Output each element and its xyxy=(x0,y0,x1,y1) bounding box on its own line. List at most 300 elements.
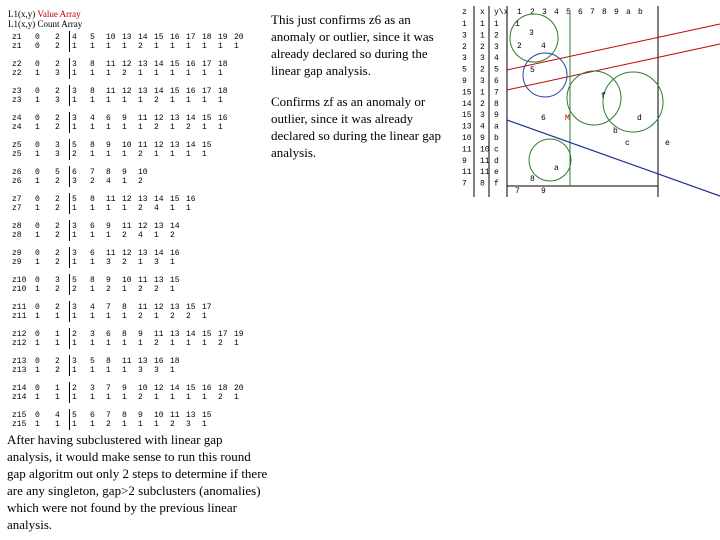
value-cell: 12 xyxy=(122,249,132,258)
z-value: 14 xyxy=(462,99,472,109)
count-cell: 1 xyxy=(122,312,127,321)
x-value: 1 xyxy=(480,20,485,29)
count-cell: 1 xyxy=(122,285,127,294)
value-cell: 8 xyxy=(106,357,111,366)
count-cell: 1 xyxy=(138,123,143,132)
x-tick-label: 1 xyxy=(517,8,522,17)
value-cell: 14 xyxy=(170,384,180,393)
value-cell: 0 xyxy=(35,276,40,285)
value-cell: 13 xyxy=(138,87,148,96)
count-cell: 1 xyxy=(55,393,60,402)
value-cell: 18 xyxy=(218,60,228,69)
count-cell: 1 xyxy=(90,420,95,429)
count-cell: 1 xyxy=(170,204,175,213)
value-cell: 10 xyxy=(154,411,164,420)
value-cell: 5 xyxy=(90,357,95,366)
value-cell: 8 xyxy=(106,168,111,177)
count-cell: 2 xyxy=(55,204,60,213)
count-cell: 1 xyxy=(218,96,223,105)
count-cell: 1 xyxy=(106,204,111,213)
value-row-label: z3 xyxy=(12,87,22,96)
count-cell: 1 xyxy=(106,312,111,321)
count-cell: 1 xyxy=(170,69,175,78)
z-value: 15 xyxy=(462,88,472,98)
value-cell: 19 xyxy=(234,330,244,339)
count-cell: 3 xyxy=(55,96,60,105)
value-cell: 0 xyxy=(35,60,40,69)
count-row-label: z8 xyxy=(12,231,22,240)
count-cell: 2 xyxy=(170,231,175,240)
value-cell: 8 xyxy=(90,276,95,285)
value-cell: 1 xyxy=(55,384,60,393)
count-cell: 1 xyxy=(122,204,127,213)
count-cell: 1 xyxy=(90,231,95,240)
count-cell: 1 xyxy=(90,393,95,402)
value-cell: 7 xyxy=(106,411,111,420)
value-cell: 0 xyxy=(35,249,40,258)
count-cell: 1 xyxy=(234,393,239,402)
count-cell: 2 xyxy=(138,42,143,51)
value-cell: 11 xyxy=(138,114,148,123)
value-cell: 13 xyxy=(170,330,180,339)
count-cell: 2 xyxy=(154,339,159,348)
count-cell: 1 xyxy=(35,204,40,213)
value-row-label: z8 xyxy=(12,222,22,231)
value-cell: 15 xyxy=(186,384,196,393)
count-cell: 2 xyxy=(138,150,143,159)
value-cell: 10 xyxy=(122,141,132,150)
count-cell: 3 xyxy=(72,177,77,186)
count-cell: 1 xyxy=(106,393,111,402)
count-cell: 3 xyxy=(55,69,60,78)
value-cell: 13 xyxy=(138,60,148,69)
count-cell: 1 xyxy=(154,312,159,321)
value-cell: 5 xyxy=(72,276,77,285)
count-cell: 2 xyxy=(122,69,127,78)
y-value: 7 xyxy=(494,88,499,98)
x-tick-label: b xyxy=(638,8,643,17)
x-tick-label: 9 xyxy=(614,8,619,17)
count-cell: 1 xyxy=(138,69,143,78)
y-value: 6 xyxy=(494,77,499,86)
count-cell: 0 xyxy=(35,42,40,51)
count-cell: 1 xyxy=(218,123,223,132)
count-cell: 1 xyxy=(202,420,207,429)
x-value: 4 xyxy=(480,122,485,132)
value-cell: 13 xyxy=(154,222,164,231)
value-cell: 17 xyxy=(218,330,228,339)
x-value: 2 xyxy=(480,99,485,109)
value-cell: 3 xyxy=(72,87,77,96)
plot-point-label: f xyxy=(601,92,606,101)
value-cell: 13 xyxy=(170,303,180,312)
y-value: 8 xyxy=(494,99,499,109)
z-value: 15 xyxy=(462,111,472,121)
count-cell: 2 xyxy=(138,204,143,213)
count-cell: 1 xyxy=(106,366,111,375)
value-cell: 11 xyxy=(138,303,148,312)
value-cell: 2 xyxy=(55,87,60,96)
value-cell: 9 xyxy=(106,141,111,150)
value-row-label: z12 xyxy=(12,330,27,339)
value-cell: 15 xyxy=(202,411,212,420)
value-cell: 2 xyxy=(55,33,60,42)
count-cell: 1 xyxy=(72,366,77,375)
count-row-label: z7 xyxy=(12,204,22,213)
value-cell: 16 xyxy=(202,384,212,393)
count-cell: 1 xyxy=(122,339,127,348)
value-cell: 3 xyxy=(90,384,95,393)
count-row-label: z5 xyxy=(12,150,22,159)
x-value: 2 xyxy=(480,42,485,52)
count-cell: 1 xyxy=(170,150,175,159)
value-cell: 14 xyxy=(154,87,164,96)
value-cell: 6 xyxy=(106,330,111,339)
circle-bottom xyxy=(529,139,571,181)
count-cell: 1 xyxy=(106,150,111,159)
count-cell: 1 xyxy=(122,150,127,159)
plot-point-label: M xyxy=(565,114,570,123)
count-cell: 1 xyxy=(218,42,223,51)
value-cell: 10 xyxy=(122,276,132,285)
x-value: 1 xyxy=(480,88,485,98)
value-cell: 15 xyxy=(202,114,212,123)
value-cell: 14 xyxy=(138,33,148,42)
count-cell: 3 xyxy=(186,420,191,429)
plot-point-label: d xyxy=(637,114,642,123)
value-cell: 9 xyxy=(138,330,143,339)
value-cell: 3 xyxy=(55,276,60,285)
count-cell: 2 xyxy=(55,258,60,267)
count-cell: 1 xyxy=(202,42,207,51)
value-cell: 4 xyxy=(55,411,60,420)
value-cell: 17 xyxy=(202,87,212,96)
value-cell: 15 xyxy=(186,303,196,312)
y-value: 1 xyxy=(494,20,499,29)
count-row-label: z11 xyxy=(12,312,27,321)
count-cell: 1 xyxy=(122,393,127,402)
count-row-label: z6 xyxy=(12,177,22,186)
count-cell: 1 xyxy=(72,339,77,348)
count-cell: 1 xyxy=(122,96,127,105)
count-cell: 1 xyxy=(90,96,95,105)
x-value: 11 xyxy=(480,168,490,178)
y-value: 5 xyxy=(494,65,499,75)
count-cell: 1 xyxy=(35,285,40,294)
count-cell: 1 xyxy=(55,420,60,429)
value-cell: 16 xyxy=(154,357,164,366)
value-cell: 9 xyxy=(122,114,127,123)
plot-point-label: 7 xyxy=(515,187,520,196)
count-cell: 1 xyxy=(72,420,77,429)
value-row-label: z11 xyxy=(12,303,27,312)
value-row-label: z10 xyxy=(12,276,27,285)
plot-point-label: 5 xyxy=(530,66,535,75)
value-cell: 13 xyxy=(170,141,180,150)
value-cell: 6 xyxy=(106,114,111,123)
count-cell: 1 xyxy=(186,204,191,213)
count-cell: 2 xyxy=(138,312,143,321)
count-cell: 4 xyxy=(106,177,111,186)
count-cell: 2 xyxy=(55,177,60,186)
value-cell: 13 xyxy=(170,114,180,123)
value-cell: 3 xyxy=(90,330,95,339)
count-cell: 1 xyxy=(72,96,77,105)
plot-point-label: a xyxy=(554,164,559,173)
count-cell: 2 xyxy=(122,258,127,267)
count-cell: 2 xyxy=(55,123,60,132)
x-tick-label: 6 xyxy=(578,8,583,17)
x-value: 3 xyxy=(480,77,485,86)
plot-point-label: 9 xyxy=(541,187,546,196)
value-cell: 11 xyxy=(106,87,116,96)
count-cell: 1 xyxy=(90,69,95,78)
value-cell: 15 xyxy=(170,60,180,69)
value-cell: 11 xyxy=(106,249,116,258)
value-cell: 4 xyxy=(90,114,95,123)
value-cell: 9 xyxy=(106,276,111,285)
count-cell: 1 xyxy=(90,258,95,267)
y-value: b xyxy=(494,134,499,143)
count-cell: 1 xyxy=(122,420,127,429)
count-cell: 2 xyxy=(154,123,159,132)
value-row-label: z7 xyxy=(12,195,22,204)
count-cell: 2 xyxy=(154,96,159,105)
value-cell: 2 xyxy=(55,60,60,69)
count-row-label: z13 xyxy=(12,366,27,375)
value-cell: 14 xyxy=(186,114,196,123)
z-value: 7 xyxy=(462,179,467,189)
value-cell: 2 xyxy=(55,114,60,123)
value-cell: 4 xyxy=(72,33,77,42)
count-cell: 4 xyxy=(154,204,159,213)
x-value: 10 xyxy=(480,145,490,155)
value-cell: 0 xyxy=(35,357,40,366)
count-cell: 1 xyxy=(170,258,175,267)
value-cell: 2 xyxy=(55,249,60,258)
note-zf-anomaly: Confirms zf as an anomaly or outlier, since it was already declared so during the linear gap analysis. xyxy=(271,94,442,160)
count-cell: 1 xyxy=(218,69,223,78)
value-row-label: z1 xyxy=(12,33,22,42)
value-cell: 18 xyxy=(218,384,228,393)
count-cell: 1 xyxy=(72,42,77,51)
value-cell: 9 xyxy=(106,222,111,231)
plot-point-label: 8 xyxy=(530,175,535,184)
count-row-label: z4 xyxy=(12,123,22,132)
count-cell: 1 xyxy=(154,69,159,78)
z-value: 3 xyxy=(462,54,467,64)
count-row-label: z1 xyxy=(12,42,22,51)
value-row-label: z14 xyxy=(12,384,27,393)
count-row-label: z12 xyxy=(12,339,27,348)
x-value: 11 xyxy=(480,156,490,166)
z-value: 11 xyxy=(462,168,472,178)
value-row-label: z6 xyxy=(12,168,22,177)
value-cell: 19 xyxy=(218,33,228,42)
note-round-gap: After having subclustered with linear gap analysis, it would make sense to run this round gap algoritm out only 2 steps to determine if there are any singleton, gap>2 subclusters (anomalies) which were not found by the previous linear analysis. xyxy=(7,432,268,532)
value-cell: 14 xyxy=(154,249,164,258)
count-cell: 1 xyxy=(154,231,159,240)
count-cell: 1 xyxy=(170,366,175,375)
count-cell: 1 xyxy=(122,123,127,132)
value-array-prefix: L1(x,y) xyxy=(8,9,38,19)
value-cell: 11 xyxy=(122,222,132,231)
value-cell: 7 xyxy=(90,168,95,177)
value-cell: 11 xyxy=(154,330,164,339)
count-cell: 1 xyxy=(35,366,40,375)
count-cell: 1 xyxy=(202,393,207,402)
value-cell: 17 xyxy=(202,60,212,69)
value-cell: 6 xyxy=(72,168,77,177)
count-cell: 1 xyxy=(35,69,40,78)
circle-right xyxy=(603,72,663,132)
value-cell: 6 xyxy=(90,249,95,258)
count-cell: 1 xyxy=(35,312,40,321)
value-row-label: z13 xyxy=(12,357,27,366)
count-cell: 1 xyxy=(90,123,95,132)
count-cell: 1 xyxy=(154,150,159,159)
value-cell: 8 xyxy=(90,141,95,150)
count-cell: 1 xyxy=(154,393,159,402)
count-row-label: z15 xyxy=(12,420,27,429)
count-cell: 2 xyxy=(138,177,143,186)
count-cell: 1 xyxy=(138,420,143,429)
count-cell: 1 xyxy=(35,123,40,132)
count-cell: 1 xyxy=(90,312,95,321)
count-cell: 1 xyxy=(35,393,40,402)
x-tick-label: 3 xyxy=(542,8,547,17)
value-cell: 14 xyxy=(186,141,196,150)
value-cell: 12 xyxy=(122,87,132,96)
value-cell: 18 xyxy=(218,87,228,96)
count-cell: 1 xyxy=(154,420,159,429)
count-cell: 1 xyxy=(170,96,175,105)
x-tick-label: 5 xyxy=(566,8,571,17)
x-value: 9 xyxy=(480,134,485,143)
value-cell: 0 xyxy=(35,87,40,96)
value-cell: 10 xyxy=(138,168,148,177)
count-row-label: z2 xyxy=(12,69,22,78)
value-cell: 2 xyxy=(55,303,60,312)
value-row-label: z9 xyxy=(12,249,22,258)
count-cell: 1 xyxy=(234,339,239,348)
plot-point-label: 4 xyxy=(541,42,546,51)
count-cell: 2 xyxy=(154,285,159,294)
value-cell: 18 xyxy=(202,33,212,42)
value-cell: 1 xyxy=(55,330,60,339)
count-cell: 1 xyxy=(186,69,191,78)
count-row-label: z9 xyxy=(12,258,22,267)
count-cell: 1 xyxy=(72,231,77,240)
value-cell: 3 xyxy=(72,114,77,123)
count-cell: 1 xyxy=(170,42,175,51)
count-cell: 4 xyxy=(138,231,143,240)
count-cell: 1 xyxy=(106,96,111,105)
value-cell: 5 xyxy=(90,33,95,42)
value-cell: 13 xyxy=(138,249,148,258)
value-cell: 12 xyxy=(154,114,164,123)
y-value: 2 xyxy=(494,31,499,41)
count-cell: 1 xyxy=(106,69,111,78)
z-value: 2 xyxy=(462,42,467,52)
y-value: 4 xyxy=(494,54,499,64)
count-cell: 1 xyxy=(35,96,40,105)
value-cell: 15 xyxy=(170,87,180,96)
count-cell: 2 xyxy=(218,339,223,348)
value-cell: 8 xyxy=(122,303,127,312)
value-cell: 11 xyxy=(106,195,116,204)
value-cell: 5 xyxy=(72,141,77,150)
value-cell: 14 xyxy=(154,195,164,204)
value-cell: 3 xyxy=(55,141,60,150)
z-value: 3 xyxy=(462,31,467,41)
x-value: 2 xyxy=(480,65,485,75)
count-cell: 1 xyxy=(170,393,175,402)
count-cell: 1 xyxy=(72,258,77,267)
value-cell: 3 xyxy=(72,222,77,231)
value-cell: 8 xyxy=(90,87,95,96)
x-tick-label: 7 xyxy=(590,8,595,17)
value-cell: 15 xyxy=(170,195,180,204)
value-cell: 20 xyxy=(234,384,244,393)
value-cell: 18 xyxy=(170,357,180,366)
count-row-label: z3 xyxy=(12,96,22,105)
count-row-label: z14 xyxy=(12,393,27,402)
x-value: 8 xyxy=(480,179,485,189)
value-cell: 0 xyxy=(35,114,40,123)
z-value: 10 xyxy=(462,134,472,143)
count-cell: 1 xyxy=(202,123,207,132)
count-cell: 1 xyxy=(138,258,143,267)
value-cell: 0 xyxy=(35,222,40,231)
value-cell: 3 xyxy=(72,249,77,258)
count-cell: 1 xyxy=(122,42,127,51)
count-cell: 1 xyxy=(72,204,77,213)
count-cell: 2 xyxy=(106,420,111,429)
value-cell: 11 xyxy=(138,276,148,285)
y-value: f xyxy=(494,179,499,189)
value-cell: 0 xyxy=(35,168,40,177)
count-cell: 1 xyxy=(35,258,40,267)
count-cell: 2 xyxy=(138,285,143,294)
count-cell: 1 xyxy=(90,204,95,213)
count-cell: 3 xyxy=(138,366,143,375)
value-cell: 12 xyxy=(122,195,132,204)
count-cell: 2 xyxy=(72,285,77,294)
value-cell: 11 xyxy=(122,357,132,366)
count-cell: 1 xyxy=(186,96,191,105)
value-cell: 15 xyxy=(154,33,164,42)
count-cell: 2 xyxy=(72,150,77,159)
value-cell: 14 xyxy=(154,60,164,69)
value-cell: 15 xyxy=(202,141,212,150)
value-cell: 13 xyxy=(122,33,132,42)
value-cell: 10 xyxy=(106,33,116,42)
count-cell: 2 xyxy=(138,393,143,402)
value-cell: 7 xyxy=(106,303,111,312)
value-cell: 13 xyxy=(186,411,196,420)
count-cell: 1 xyxy=(202,96,207,105)
count-cell: 1 xyxy=(138,96,143,105)
value-cell: 3 xyxy=(72,357,77,366)
count-array-header: L1(x,y) Count Array xyxy=(8,19,83,29)
value-cell: 0 xyxy=(35,141,40,150)
value-row-label: z5 xyxy=(12,141,22,150)
count-cell: 1 xyxy=(72,393,77,402)
y-value: e xyxy=(494,168,499,178)
count-cell: 1 xyxy=(106,123,111,132)
count-cell: 2 xyxy=(106,285,111,294)
